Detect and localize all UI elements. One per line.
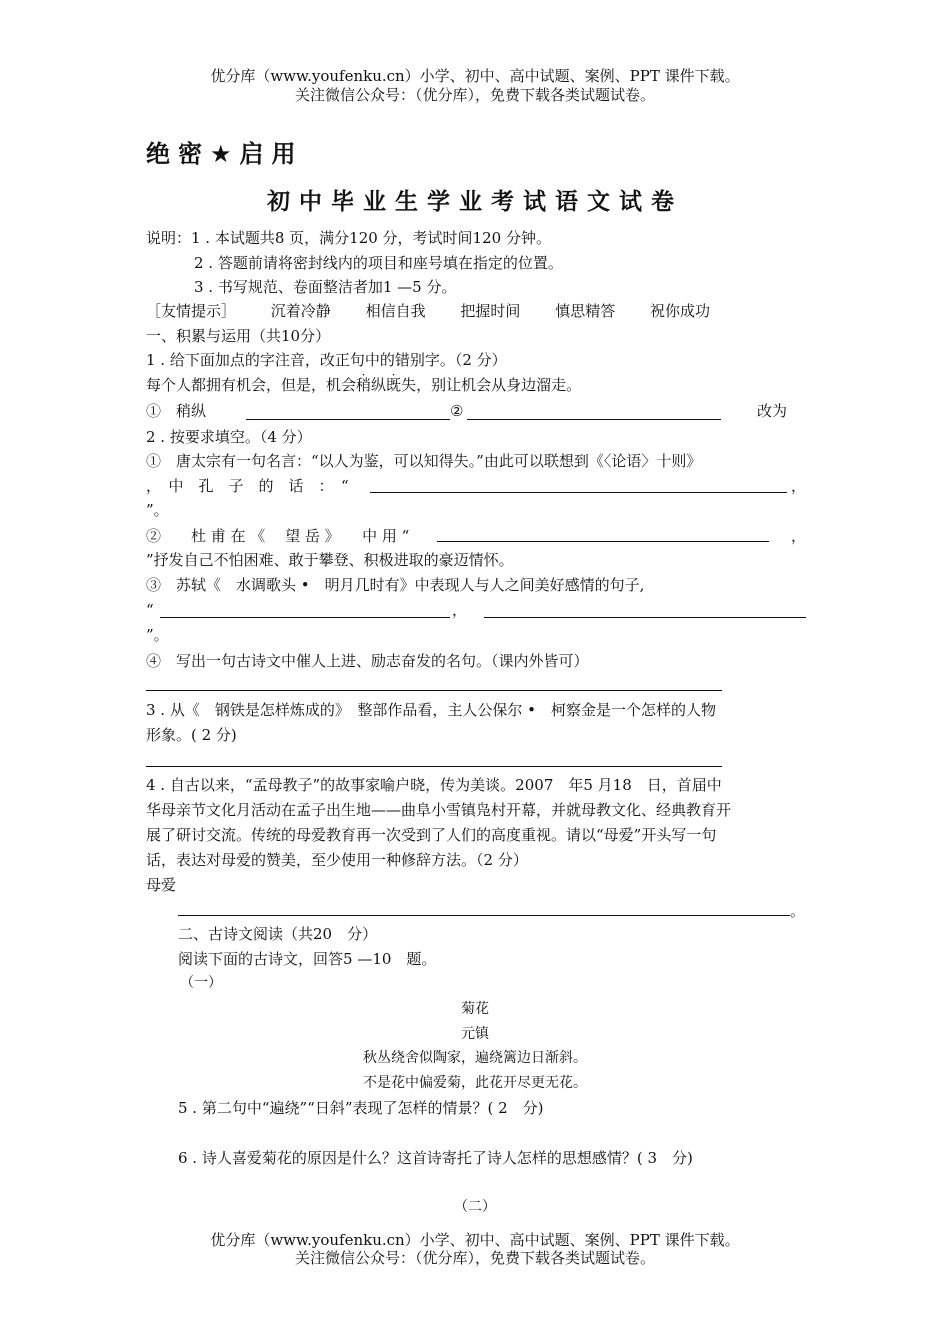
q2-item-3: ③ 苏轼《 水调歌头 • 明月几时有》中表现人与人之间美好感情的句子, (146, 576, 645, 594)
section-2-title: 二、古诗文阅读（共20 分） (178, 925, 378, 943)
footer-line-1: 优分库（www.youfenku.cn）小学、初中、高中试题、案例、PPT 课件下载。 (210, 1231, 740, 1249)
q4-line-3: 展了研讨交流。传统的母爱教育再一次受到了人们的高度重视。请以“母爱”开头写一句 (146, 826, 717, 844)
q1-answer-blank-1[interactable] (246, 419, 450, 420)
q4-end-mark: 。 (790, 902, 806, 920)
section-2-intro: 阅读下面的古诗文，回答5 —10 题。 (178, 950, 437, 968)
section-1-title: 一、积累与运用（共10分） (146, 327, 331, 345)
q2-comma: ， (791, 477, 807, 495)
q2-blank-3a[interactable] (160, 617, 450, 618)
q3-line-1: 3 . 从《 钢铁是怎样炼成的》 整部作品看，主人公保尔 • 柯察金是一个怎样的人物 (146, 701, 716, 719)
q2-blank-1[interactable] (370, 492, 787, 493)
header-line-2: 关注微信公众号：（优分库），免费下载各类试题试卷。 (294, 86, 655, 104)
instruction-1: 说明：1 . 本试题共8 页，满分120 分，考试时间120 分钟。 (146, 229, 551, 247)
poem-title: 菊花 (461, 1001, 489, 1017)
q2-blank-3b[interactable] (484, 617, 806, 618)
part-2-label: （二） (454, 1199, 496, 1215)
q1-stem: 1 . 给下面加点的字注音，改正句中的错别字。（2 分） (146, 351, 507, 369)
poem-author: 元镇 (461, 1026, 489, 1042)
tip-item: 把握时间 (460, 302, 521, 320)
q2-comma-2: ， (791, 527, 807, 545)
q2-blank-2[interactable] (437, 541, 769, 542)
q4-line-2: 华母亲节文化月活动在孟子出生地——曲阜小雪镇凫村开幕，并就母教文化、经典教育开 (146, 801, 732, 819)
tip-item: 相信自我 (365, 302, 426, 320)
instruction-2: 2 . 答题前请将密封线内的项目和座号填在指定的位置。 (194, 254, 563, 272)
tip-label: ［友情提示］ (146, 302, 237, 320)
q4-line-1: 4 . 自古以来，“孟母教子”的故事家喻户晓，传为美谈。2007 年5 月18 日，首届中 (146, 776, 722, 794)
q2-item-1: ① 唐太宗有一句名言：“以人为鉴，可以知得失。”由此可以联想到《〈论语〉十则》 (146, 452, 702, 470)
q4-answer-start: 母爱 (146, 876, 177, 894)
tip-item: 沉着冷静 (270, 302, 331, 320)
q2-open-quote: “ (146, 601, 154, 619)
header-line-1: 优分库（www.youfenku.cn）小学、初中、高中试题、案例、PPT 课件下载。 (210, 67, 740, 85)
dotted-char: 稍 (356, 376, 372, 394)
page-title: 初中毕业生学业考试语文试卷 (267, 189, 683, 215)
instruction-3: 3 . 书写规范、卷面整洁者加1 —5 分。 (194, 278, 457, 296)
q1-sentence: 每个人都拥有机会，但是，机会稍纵既失，别让机会从身边溜走。 (146, 376, 582, 394)
friendly-tip (146, 301, 740, 321)
poem-line-2: 不是花中偏爱菊，此花开尽更无花。 (363, 1075, 587, 1091)
q1-answer-blank-2[interactable] (467, 419, 721, 420)
q3-line-2: 形象。( 2 分) (146, 726, 237, 744)
q2-close-quote: ”。 (146, 501, 169, 519)
secret-label: 绝密★启用 (146, 140, 304, 168)
q1-answer-label-2: ② (450, 402, 464, 420)
q2-comma-3: ， (452, 601, 468, 619)
q1-change-to: 改为 (757, 402, 788, 420)
q2-blank-4[interactable] (146, 690, 722, 691)
q2-item-4: ④ 写出一句古诗文中催人上进、励志奋发的名句。（课内外皆可） (146, 652, 589, 670)
tip-item: 慎思精答 (555, 302, 616, 320)
q5: 5 . 第二句中“遍绕”“日斜”表现了怎样的情景？( 2 分) (178, 1099, 544, 1117)
q2-item-1-cont: ， 中 孔 子 的 话 ： “ (146, 477, 349, 495)
dotted-char: 既 (386, 376, 402, 394)
q1-answer-label-1: ① 稍纵 (146, 402, 207, 420)
q2-close-quote-3: ”。 (146, 626, 169, 644)
footer-line-2: 关注微信公众号：（优分库），免费下载各类试题试卷。 (294, 1249, 655, 1267)
poem-line-1: 秋丛绕舍似陶家，遍绕篱边日渐斜。 (363, 1050, 587, 1066)
q4-answer-blank[interactable] (178, 915, 790, 916)
tip-item: 祝你成功 (649, 302, 710, 320)
q2-stem: 2 . 按要求填空。（4 分） (146, 428, 312, 446)
q2-item-2: ② 杜 甫 在 《 望 岳 》 中 用 “ (146, 527, 410, 545)
q2-item-2-cont: ”抒发自己不怕困难、敢于攀登、积极进取的豪迈情怀。 (146, 551, 514, 569)
q3-answer-blank[interactable] (146, 766, 722, 767)
q4-line-4: 话，表达对母爱的赞美，至少使用一种修辞方法。（2 分） (146, 851, 528, 869)
part-1-label: （一） (180, 975, 222, 991)
q6: 6 . 诗人喜爱菊花的原因是什么？这首诗寄托了诗人怎样的思想感情？( 3 分) (178, 1149, 693, 1167)
